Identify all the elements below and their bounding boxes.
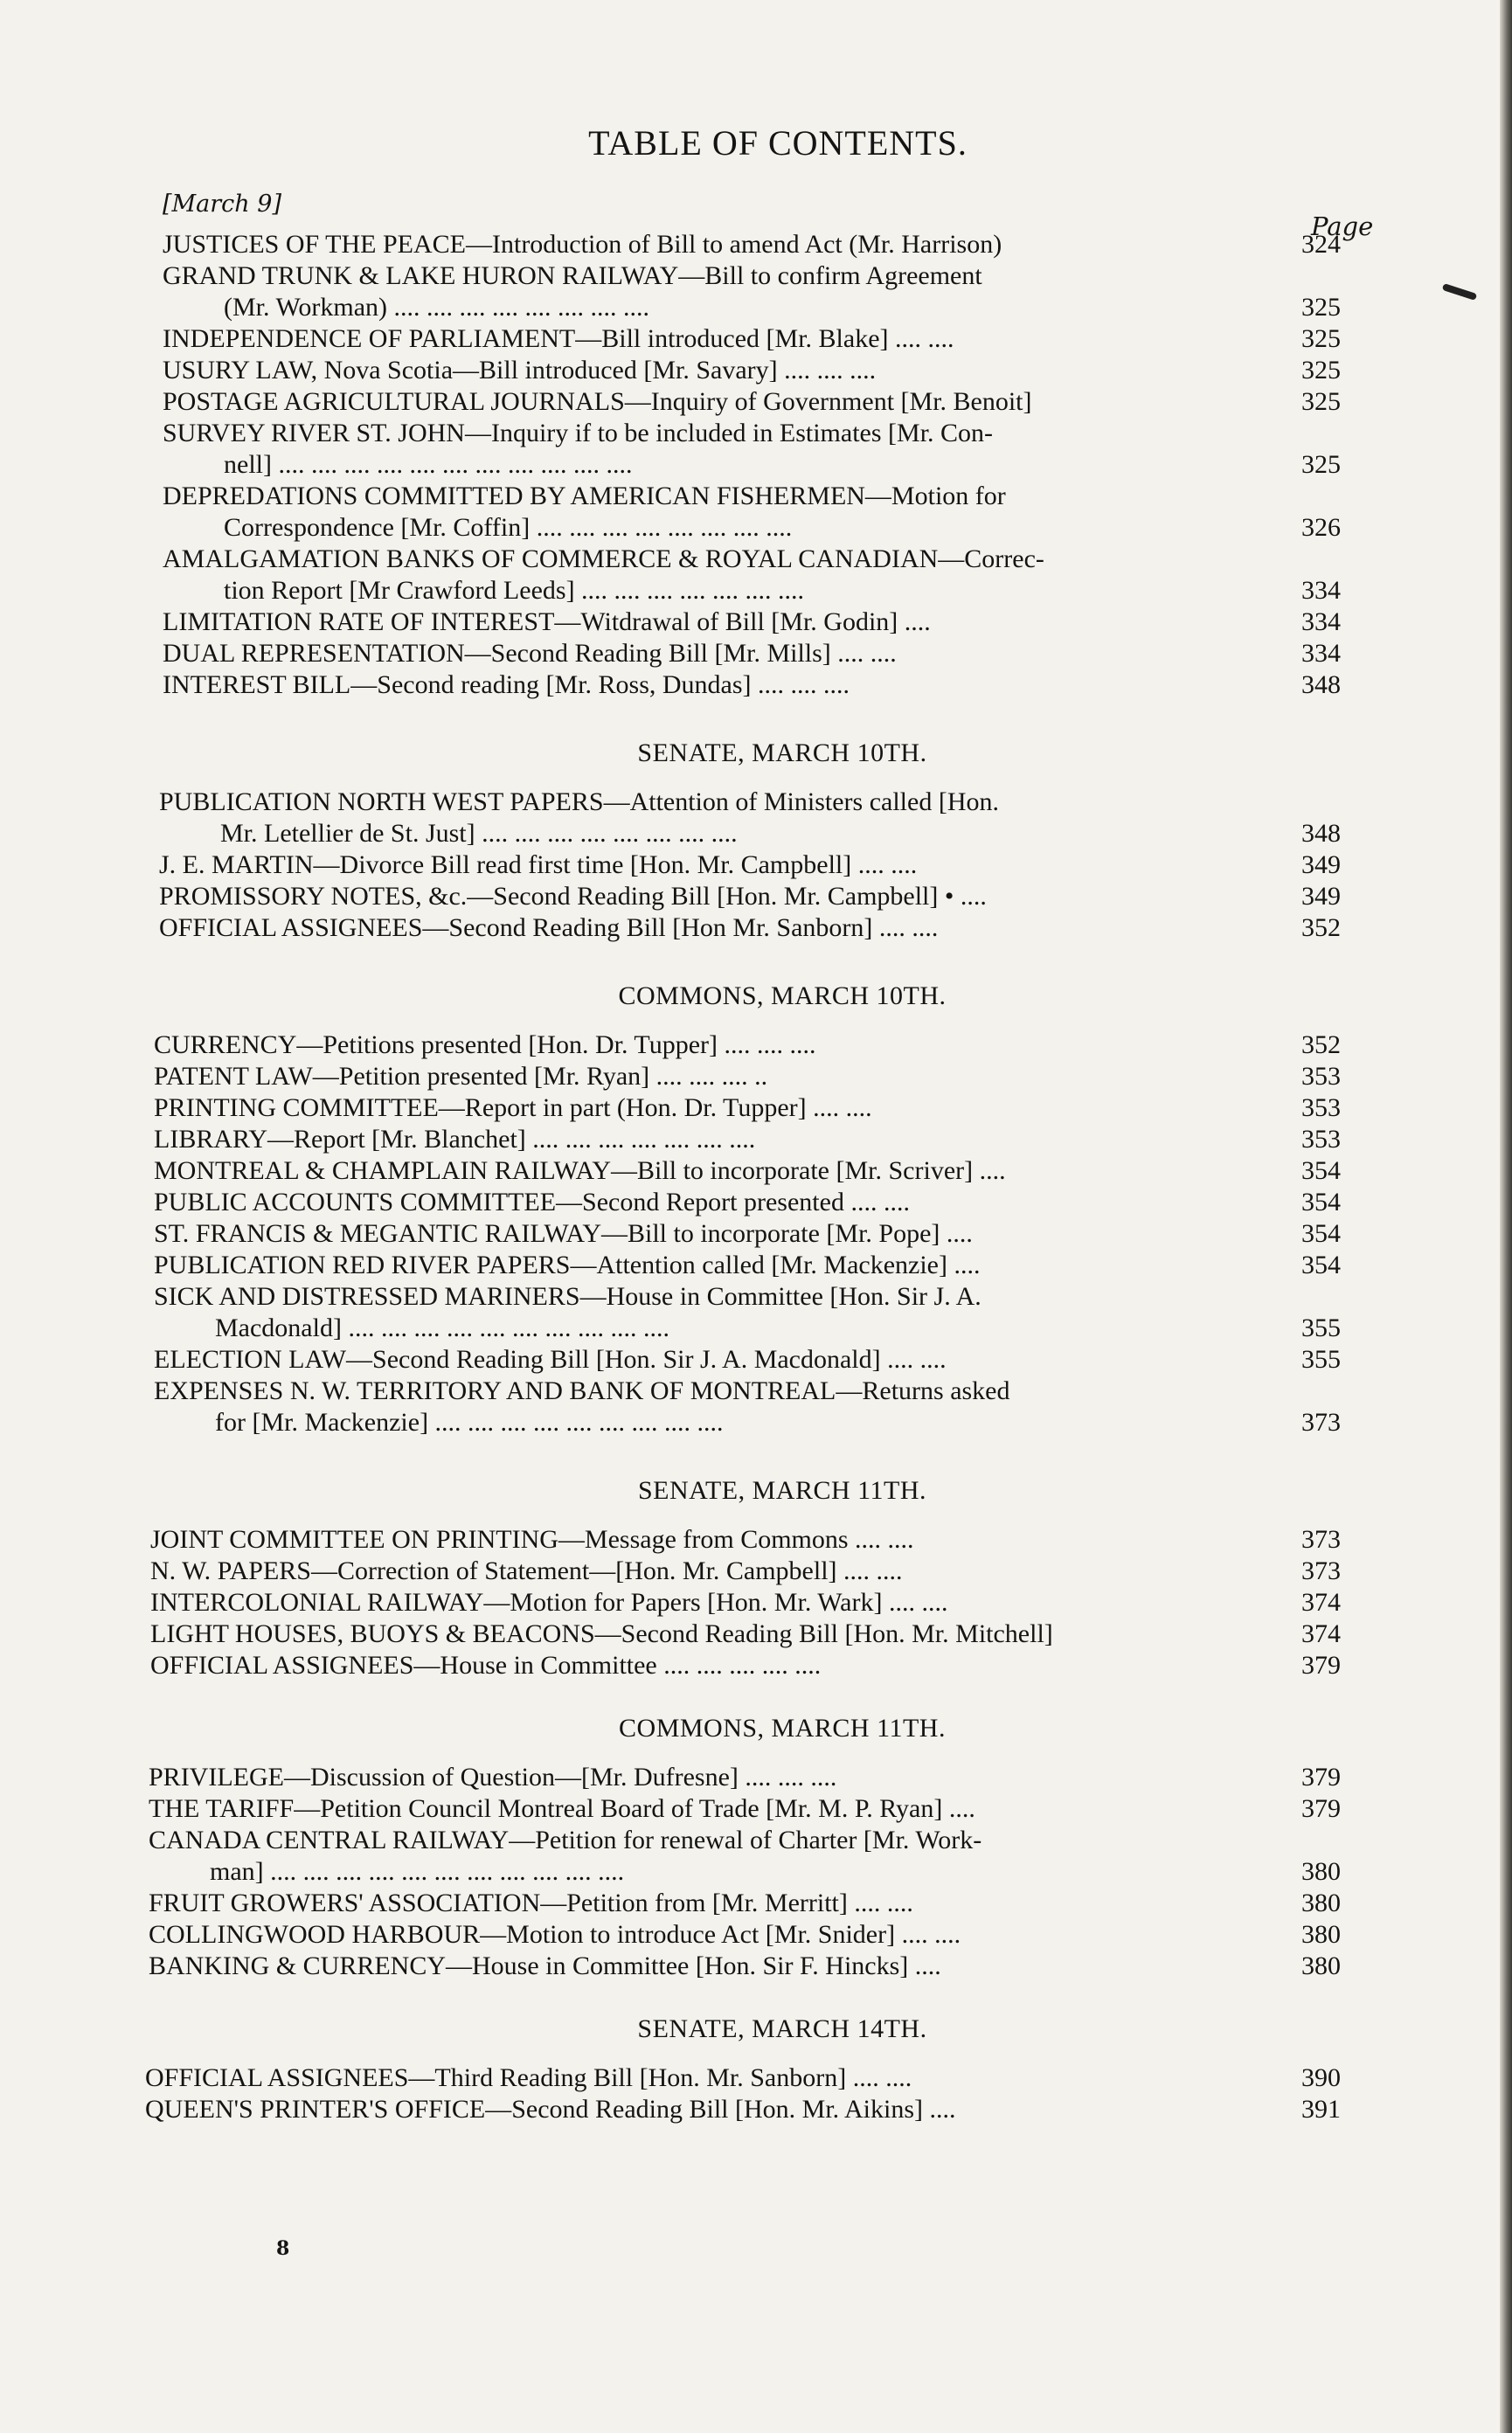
entry-page-number: 374 [1301, 1588, 1341, 1617]
toc-entry [0, 1587, 1512, 1619]
entry-page-number: 324 [1301, 230, 1341, 259]
date-label: [March 9] [163, 191, 281, 218]
toc-entry [0, 1650, 1512, 1681]
entry-title: ST. FRANCIS & MEGANTIC RAILWAY—Bill to incorporate [Mr. Pope] .... [154, 1219, 973, 1248]
entry-title: PUBLIC ACCOUNTS COMMITTEE—Second Report presented .... .... [154, 1188, 910, 1216]
section-heading: SENATE, MARCH 11TH. [637, 1476, 927, 1505]
toc-entry [0, 481, 1512, 544]
entry-page-number: 353 [1301, 1062, 1341, 1091]
toc-entry [0, 1061, 1512, 1092]
entry-page-number: 353 [1301, 1125, 1341, 1154]
section-heading: SENATE, MARCH 10TH. [637, 738, 927, 767]
entry-title: GRAND TRUNK & LAKE HURON RAILWAY—Bill to confirm Agreement [163, 261, 982, 290]
toc-entry [0, 229, 1512, 260]
entry-page-number: 334 [1301, 639, 1341, 668]
toc-entry [0, 1619, 1512, 1650]
toc-entry [0, 1793, 1512, 1825]
entry-page-number: 380 [1301, 1857, 1341, 1886]
entry-page-number: 355 [1301, 1314, 1341, 1342]
entry-title: DEPREDATIONS COMMITTED BY AMERICAN FISHERMEN—Motion for [163, 482, 1006, 510]
toc-section [0, 2012, 1512, 2125]
footer-page-number: 8 [276, 2237, 290, 2260]
toc-entry [0, 1951, 1512, 1982]
entry-title: ELECTION LAW—Second Reading Bill [Hon. Sir J. A. Macdonald] .... .... [154, 1345, 947, 1374]
entry-page-number: 325 [1301, 356, 1341, 385]
toc-entry [0, 1029, 1512, 1061]
entry-title: SICK AND DISTRESSED MARINERS—House in Committee [Hon. Sir J. A. [154, 1282, 981, 1311]
entry-title: LIMITATION RATE OF INTEREST—Witdrawal of Bill [Mr. Godin] .... [163, 607, 931, 636]
toc-entry [0, 1556, 1512, 1587]
toc-entry [0, 638, 1512, 669]
toc-entry [0, 912, 1512, 944]
entry-title: FRUIT GROWERS' ASSOCIATION—Petition from [Mr. Merritt] .... .... [149, 1889, 913, 1917]
entry-title: USURY LAW, Nova Scotia—Bill introduced [Mr. Savary] .... .... .... [163, 356, 877, 385]
entry-title: PRIVILEGE—Discussion of Question—[Mr. Dufresne] .... .... .... [149, 1763, 837, 1792]
entry-continuation: man] .... .... .... .... .... .... .... .... .... .... .... [210, 1857, 625, 1886]
section-heading: SENATE, MARCH 14TH. [637, 2014, 927, 2043]
entry-title: INTEREST BILL—Second reading [Mr. Ross, Dundas] .... .... .... [163, 670, 850, 699]
toc-entry [0, 1218, 1512, 1250]
toc-entry [0, 1344, 1512, 1376]
entry-title: JOINT COMMITTEE ON PRINTING—Message from Commons .... .... [150, 1525, 914, 1554]
page-column-label: Page [1311, 211, 1374, 241]
entry-page-number: 354 [1301, 1251, 1341, 1279]
entry-page-number: 380 [1301, 1951, 1341, 1980]
entry-page-number: 355 [1301, 1345, 1341, 1374]
toc-entry [0, 607, 1512, 638]
toc-entry [0, 1187, 1512, 1218]
toc-entry [0, 1376, 1512, 1438]
toc-entry [0, 1524, 1512, 1556]
entry-title: PRINTING COMMITTEE—Report in part (Hon. Dr. Tupper] .... .... [154, 1093, 872, 1122]
entry-title: EXPENSES N. W. TERRITORY AND BANK OF MONTREAL—Returns asked [154, 1376, 1010, 1405]
entry-title: PROMISSORY NOTES, &c.—Second Reading Bill [Hon. Mr. Campbell] • .... [159, 882, 987, 911]
entry-page-number: 379 [1301, 1763, 1341, 1792]
entry-page-number: 325 [1301, 450, 1341, 479]
entry-title: MONTREAL & CHAMPLAIN RAILWAY—Bill to incorporate [Mr. Scriver] .... [154, 1156, 1006, 1185]
toc-entry [0, 1825, 1512, 1888]
toc-entry [0, 386, 1512, 418]
entry-title: INDEPENDENCE OF PARLIAMENT—Bill introduced [Mr. Blake] .... .... [163, 324, 954, 353]
toc-entry [0, 2094, 1512, 2125]
entry-title: THE TARIFF—Petition Council Montreal Board of Trade [Mr. M. P. Ryan] .... [149, 1794, 975, 1823]
entry-title: N. W. PAPERS—Correction of Statement—[Hon. Mr. Campbell] .... .... [150, 1556, 903, 1585]
entry-title: CANADA CENTRAL RAILWAY—Petition for renewal of Charter [Mr. Work- [149, 1826, 982, 1854]
entry-title: CURRENCY—Petitions presented [Hon. Dr. Tupper] .... .... .... [154, 1030, 816, 1059]
toc-entry [0, 323, 1512, 355]
entry-title: AMALGAMATION BANKS OF COMMERCE & ROYAL CANADIAN—Correc- [163, 544, 1044, 573]
entry-page-number: 373 [1301, 1408, 1341, 1437]
entry-title: PATENT LAW—Petition presented [Mr. Ryan] .... .... .... .. [154, 1062, 768, 1091]
entry-page-number: 349 [1301, 882, 1341, 911]
entry-title: POSTAGE AGRICULTURAL JOURNALS—Inquiry of Government [Mr. Benoit] [163, 387, 1032, 416]
toc-section [0, 1473, 1512, 1681]
entry-title: BANKING & CURRENCY—House in Committee [Hon. Sir F. Hincks] .... [149, 1951, 941, 1980]
entry-title: LIBRARY—Report [Mr. Blanchet] .... .... .... .... .... .... .... [154, 1125, 756, 1154]
toc-entry [0, 849, 1512, 881]
entry-page-number: 373 [1301, 1525, 1341, 1554]
toc-entry [0, 881, 1512, 912]
entry-continuation: Mr. Letellier de St. Just] .... .... .... .... .... .... .... .... [220, 819, 738, 848]
toc-entry [0, 1155, 1512, 1187]
entry-title: SURVEY RIVER ST. JOHN—Inquiry if to be included in Estimates [Mr. Con- [163, 419, 994, 447]
entry-continuation: for [Mr. Mackenzie] .... .... .... .... .... .... .... .... .... [215, 1408, 724, 1437]
entry-title: OFFICIAL ASSIGNEES—Third Reading Bill [Hon. Mr. Sanborn] .... .... [145, 2063, 912, 2092]
entry-page-number: 325 [1301, 324, 1341, 353]
entry-title: OFFICIAL ASSIGNEES—House in Committee .... .... .... .... .... [150, 1651, 822, 1680]
entry-page-number: 373 [1301, 1556, 1341, 1585]
entry-page-number: 325 [1301, 293, 1341, 322]
entry-page-number: 379 [1301, 1794, 1341, 1823]
toc-entry [0, 1762, 1512, 1793]
entry-page-number: 334 [1301, 607, 1341, 636]
toc-entry [0, 669, 1512, 701]
toc-body [0, 229, 1512, 2125]
toc-entry [0, 1250, 1512, 1281]
toc-entry [0, 1124, 1512, 1155]
entry-page-number: 354 [1301, 1188, 1341, 1216]
entry-page-number: 349 [1301, 850, 1341, 879]
toc-entry [0, 355, 1512, 386]
entry-title: OFFICIAL ASSIGNEES—Second Reading Bill [Hon Mr. Sanborn] .... .... [159, 913, 939, 942]
entry-continuation: Correspondence [Mr. Coffin] .... .... .... .... .... .... .... .... [224, 513, 793, 542]
toc-entry [0, 260, 1512, 323]
toc-entry [0, 1092, 1512, 1124]
entry-page-number: 354 [1301, 1219, 1341, 1248]
entry-page-number: 380 [1301, 1889, 1341, 1917]
entry-title: DUAL REPRESENTATION—Second Reading Bill [Mr. Mills] .... .... [163, 639, 897, 668]
entry-page-number: 326 [1301, 513, 1341, 542]
entry-continuation: tion Report [Mr Crawford Leeds] .... .... .... .... .... .... .... [224, 576, 805, 605]
entry-page-number: 352 [1301, 913, 1341, 942]
entry-title: COLLINGWOOD HARBOUR—Motion to introduce Act [Mr. Snider] .... .... [149, 1920, 961, 1949]
entry-page-number: 390 [1301, 2063, 1341, 2092]
entry-page-number: 380 [1301, 1920, 1341, 1949]
toc-entry [0, 544, 1512, 607]
entry-page-number: 379 [1301, 1651, 1341, 1680]
entry-title: PUBLICATION RED RIVER PAPERS—Attention called [Mr. Mackenzie] .... [154, 1251, 981, 1279]
entry-title: LIGHT HOUSES, BUOYS & BEACONS—Second Reading Bill [Hon. Mr. Mitchell] [150, 1619, 1053, 1648]
toc-entry [0, 1919, 1512, 1951]
entry-continuation: (Mr. Workman) .... .... .... .... .... .... .... .... [224, 293, 650, 322]
toc-entry [0, 418, 1512, 481]
entry-title: QUEEN'S PRINTER'S OFFICE—Second Reading Bill [Hon. Mr. Aikins] .... [145, 2095, 956, 2124]
page-title: TABLE OF CONTENTS. [588, 123, 968, 163]
toc-entry [0, 787, 1512, 849]
toc-section [0, 1711, 1512, 1982]
toc-section [0, 229, 1512, 701]
toc-entry [0, 1281, 1512, 1344]
entry-continuation: Macdonald] .... .... .... .... .... .... .... .... .... .... [215, 1314, 669, 1342]
section-heading: COMMONS, MARCH 11TH. [619, 1714, 946, 1743]
entry-page-number: 354 [1301, 1156, 1341, 1185]
entry-title: J. E. MARTIN—Divorce Bill read first time [Hon. Mr. Campbell] .... .... [159, 850, 918, 879]
entry-page-number: 353 [1301, 1093, 1341, 1122]
toc-section [0, 736, 1512, 944]
entry-title: PUBLICATION NORTH WEST PAPERS—Attention of Ministers called [Hon. [159, 787, 999, 816]
entry-page-number: 374 [1301, 1619, 1341, 1648]
section-heading: COMMONS, MARCH 10TH. [618, 981, 947, 1010]
entry-page-number: 325 [1301, 387, 1341, 416]
entry-page-number: 391 [1301, 2095, 1341, 2124]
toc-entry [0, 2062, 1512, 2094]
toc-section [0, 979, 1512, 1438]
entry-page-number: 352 [1301, 1030, 1341, 1059]
entry-title: INTERCOLONIAL RAILWAY—Motion for Papers [Hon. Mr. Wark] .... .... [150, 1588, 948, 1617]
entry-continuation: nell] .... .... .... .... .... .... .... .... .... .... .... [224, 450, 633, 479]
entry-title: JUSTICES OF THE PEACE—Introduction of Bill to amend Act (Mr. Harrison) [163, 230, 1002, 259]
entry-page-number: 348 [1301, 819, 1341, 848]
toc-entry [0, 1888, 1512, 1919]
entry-page-number: 348 [1301, 670, 1341, 699]
entry-page-number: 334 [1301, 576, 1341, 605]
